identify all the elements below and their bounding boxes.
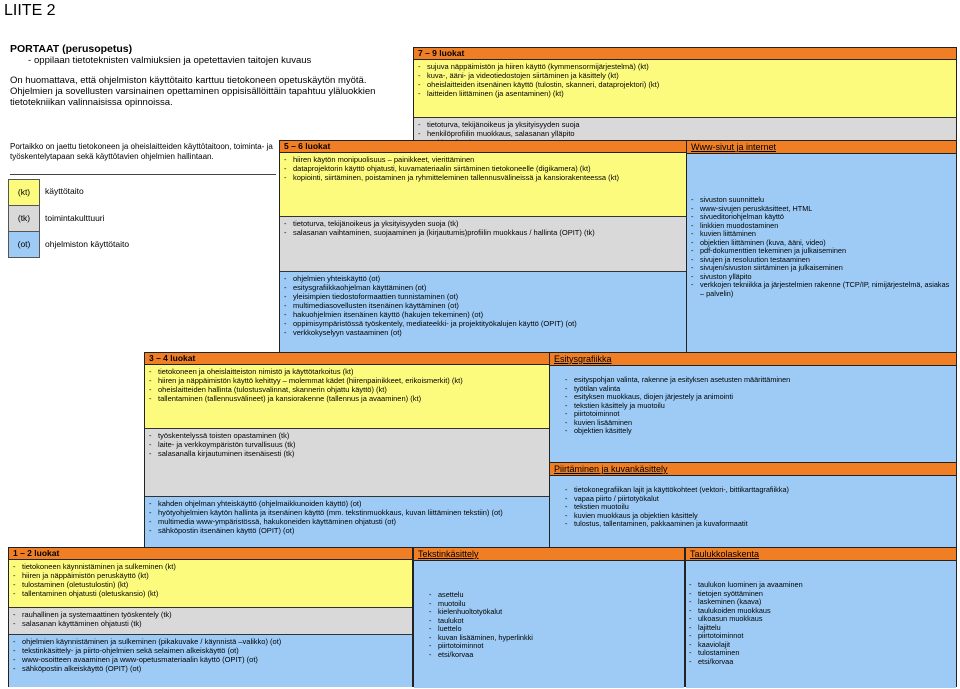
page-label: LIITE 2 <box>4 2 56 19</box>
list-item: - kuvan lisääminen, hyperlinkki <box>428 634 682 643</box>
list-item: - tietoturva, tekijänoikeus ja yksityisyyden suoja <box>417 120 954 129</box>
list-item: - sujuva näppäimistön ja hiiren käyttö (kymmensormijärjestelmä) (kt) <box>417 62 954 71</box>
list-item: - sivujen ja resoluution testaaminen <box>690 256 954 265</box>
legend-label-kt: käyttötaito <box>45 186 84 196</box>
step-3-4-tk <box>145 429 549 497</box>
list-item: - yleisimpien tiedostoformaattien tunnistaminen (ot) <box>283 292 684 301</box>
list-item: - tulostaminen (oletustulostin) (kt) <box>12 580 410 589</box>
topic-piirtaminen-list <box>550 476 956 549</box>
list-item: - oppimisympäristössä työskentely, mediateekki- ja projektityökalujen käyttö (OPIT) (ot) <box>283 319 684 328</box>
list-item: - sivueditoriohjelman käyttö <box>690 213 954 222</box>
list-item: - taulukot <box>428 617 682 626</box>
list-item: - piirtotoiminnot <box>428 642 682 651</box>
list-item: - esityspohjan valinta, rakenne ja esityksen asetusten määrittäminen <box>564 376 954 385</box>
step-1-2-ot <box>9 635 412 687</box>
list-item: - tietokonegrafiikan lajit ja käyttökohteet (vektori-, bittikarttagrafiikka) <box>564 486 954 495</box>
list-item: - tallentaminen (tallennusvälineet) ja kansiorakenne (tallennus ja avaaminen) (kt) <box>148 394 547 403</box>
intro-bullet: - oppilaan tietoteknisten valmiuksien ja opetettavien taitojen kuvaus <box>28 55 312 66</box>
list-item: - tulostus, tallentaminen, pakkaaminen ja kuvaformaatit <box>564 520 954 529</box>
topic-esitysgrafiikka <box>549 352 957 463</box>
list-item: - tallentaminen ohjatusti (oletuskansio) (kt) <box>12 589 410 598</box>
list-item: - tietokoneen ja oheislaitteiston nimistö ja käyttötarkoitus (kt) <box>148 367 547 376</box>
step-1-2-title: 1 – 2 luokat <box>9 548 412 560</box>
list-item: - objektien liittäminen (kuva, ääni, video) <box>690 239 954 248</box>
topic-tekstinkasittely-list <box>414 561 684 688</box>
list-item: - sähköpostin itsenäinen käyttö (OPIT) (ot) <box>148 526 547 535</box>
intro-paragraph: On huomattava, että ohjelmiston käyttötaito karttuu tietokoneen opetuskäytön myötä. Ohjelmien ja sovellusten varsinainen opettaminen oppisisällöittäin tapahtuu yläluokkien tietotekniikan valinnaisissa opinnoissa. <box>10 75 376 108</box>
list-item: - muotoilu <box>428 600 682 609</box>
topic-www-title: Www-sivut ja internet <box>687 141 956 154</box>
intro-title: PORTAAT (perusopetus) <box>10 43 133 55</box>
list-item: - piirtotoiminnot <box>688 632 954 641</box>
list-item: - salasanalla kirjautuminen itsenäisesti (tk) <box>148 449 547 458</box>
list-item: - multimediasovellusten itsenäinen käyttäminen (ot) <box>283 301 684 310</box>
list-item: - esitysgrafiikkaohjelman käyttäminen (ot) <box>283 283 684 292</box>
list-item: - tietokoneen käynnistäminen ja sulkeminen (kt) <box>12 562 410 571</box>
list-item: - etsi/korvaa <box>428 651 682 660</box>
list-item: - salasanan käyttäminen ohjatusti (tk) <box>12 619 410 628</box>
list-item: - www-sivujen peruskäsitteet, HTML <box>690 205 954 214</box>
list-item: - pdf-dokumenttien tekeminen ja julkaiseminen <box>690 247 954 256</box>
list-item: - tekstinkäsittely- ja piirto-ohjelmien sekä selaimen alkeiskäyttö (ot) <box>12 646 410 655</box>
intro-bullet-text: oppilaan tietoteknisten valmiuksien ja opetettavien taitojen kuvaus <box>34 55 312 66</box>
list-item: - ohjelmien käynnistäminen ja sulkeminen (pikakuvake / käynnistä –valikko) (ot) <box>12 637 410 646</box>
list-item: - salasanan vaihtaminen, suojaaminen ja (kirjautumis)profiilin muokkaus / hallinta (OPIT) (tk) <box>283 228 684 237</box>
list-item: - hakuohjelmien itsenäinen käyttö (hakujen tekeminen) (ot) <box>283 310 684 319</box>
step-1-2-kt <box>9 560 412 608</box>
legend-swatch-ot: (ot) <box>8 231 40 258</box>
step-3-4-title: 3 – 4 luokat <box>145 353 549 365</box>
list-item: - tietoturva, tekijänoikeus ja yksityisyyden suoja (tk) <box>283 219 684 228</box>
list-item: - rauhallinen ja systemaattinen työskentely (tk) <box>12 610 410 619</box>
list-item: - henkilöprofiilin muokkaus, salasanan ylläpito <box>417 129 954 138</box>
step-1-2-tk <box>9 608 412 635</box>
list-item: - tietojen syöttäminen <box>688 590 954 599</box>
topic-esitysgrafiikka-title: Esitysgrafiikka <box>550 353 956 366</box>
list-item: - kuvien muokkaus ja objektien käsittely <box>564 512 954 521</box>
list-item: - vapaa piirto / piirtotyökalut <box>564 495 954 504</box>
topic-esitysgrafiikka-list <box>550 366 956 464</box>
list-item: - multimedia www-ympäristössä, hakukoneiden käyttäminen ohjatusti (ot) <box>148 517 547 526</box>
step-7-9 <box>413 47 957 140</box>
topic-taulukkolaskenta-list <box>686 561 956 688</box>
list-item: - taulukoiden muokkaus <box>688 607 954 616</box>
step-5-6-title: 5 – 6 luokat <box>280 141 686 153</box>
list-item: - laite- ja verkkoympäristön turvallisuus (tk) <box>148 440 547 449</box>
list-item: - piirtotoiminnot <box>564 410 954 419</box>
topic-taulukkolaskenta-title: Taulukkolaskenta <box>686 548 956 561</box>
list-item: - sivuston ylläpito <box>690 273 954 282</box>
list-item: - hiiren käytön monipuolisuus – painikkeet, vierittäminen <box>283 155 684 164</box>
legend-text: Portaikko on jaettu tietokoneen ja oheislaitteiden käyttötaitoon, toiminta- ja työskentelytapaan sekä käyttötavien ohjelmien hallintaan. <box>10 142 273 161</box>
list-item: - laitteiden liittäminen (ja asentaminen) (kt) <box>417 89 954 98</box>
step-3-4-kt <box>145 365 549 429</box>
topic-www-list <box>687 154 956 354</box>
step-5-6-tk <box>280 217 686 272</box>
step-5-6-kt <box>280 153 686 217</box>
list-item: - työtilan valinta <box>564 385 954 394</box>
list-item: - luettelo <box>428 625 682 634</box>
list-item: - dataprojektorin käyttö ohjatusti, kuvamateriaalin siirtäminen tietokoneelle (digikamera) (kt) <box>283 164 684 173</box>
step-5-6 <box>279 140 687 353</box>
list-item: - hiiren ja näppäimistön peruskäyttö (kt) <box>12 571 410 580</box>
list-item: - kaaviolajit <box>688 641 954 650</box>
list-item: - linkkien muodostaminen <box>690 222 954 231</box>
list-item: - ohjelmien yhteiskäyttö (ot) <box>283 274 684 283</box>
list-item: - sivuston suunnittelu <box>690 196 954 205</box>
list-item: - hyötyohjelmien käytön hallinta ja itsenäinen käyttö (mm. tekstinmuokkaus, kuvan liittäminen tekstiin) (ot) <box>148 508 547 517</box>
topic-tekstinkasittely <box>413 547 685 687</box>
list-item: - asettelu <box>428 591 682 600</box>
topic-www <box>686 140 957 353</box>
list-item: - oheislaitteiden hallinta (tulostusvalinnat, skannerin ohjattu käyttö) (kt) <box>148 385 547 394</box>
list-item: - sivujen/sivuston siirtäminen ja julkaiseminen <box>690 264 954 273</box>
step-7-9-title: 7 – 9 luokat <box>414 48 956 60</box>
list-item: - kuva-, ääni- ja videotiedostojen siirtäminen ja käsittely (kt) <box>417 71 954 80</box>
list-item: - lajittelu <box>688 624 954 633</box>
step-7-9-kt <box>414 60 956 118</box>
list-item: - oheislaitteiden itsenäinen käyttö (tulostin, skanneri, dataprojektori) (kt) <box>417 80 954 89</box>
list-item: - kopiointi, siirtäminen, poistaminen ja ryhmitteleminen tallennusvälineissä ja kansiorakenteessa (kt) <box>283 173 684 182</box>
step-7-9-tk <box>414 118 956 141</box>
list-item: - tekstien käsittely ja muotoilu <box>564 402 954 411</box>
intro-block <box>10 44 410 108</box>
step-3-4-ot <box>145 497 549 549</box>
step-5-6-ot <box>280 272 686 353</box>
legend-swatch-tk: (tk) <box>8 205 40 232</box>
list-item: - taulukon luominen ja avaaminen <box>688 581 954 590</box>
list-item: - laskeminen (kaava) <box>688 598 954 607</box>
list-item: - objektien käsittely <box>564 427 954 436</box>
list-item: - sähköpostin alkeiskäyttö (OPIT) (ot) <box>12 664 410 673</box>
topic-taulukkolaskenta <box>685 547 957 687</box>
list-item: - ulkoasun muokkaus <box>688 615 954 624</box>
list-item: - kielenhuoltotyökalut <box>428 608 682 617</box>
legend-swatch-kt: (kt) <box>8 179 40 206</box>
list-item: - työskentelyssä toisten opastaminen (tk) <box>148 431 547 440</box>
list-item: - tekstien muotoilu <box>564 503 954 512</box>
list-item: - esityksen muokkaus, diojen järjestely ja animointi <box>564 393 954 402</box>
list-item: - tulostaminen <box>688 649 954 658</box>
list-item: - verkkojen tekniikka ja järjestelmien rakenne (TCP/IP, nimijärjestelmä, asiakas – palvelin) <box>690 281 954 298</box>
list-item: - kuvien lisääminen <box>564 419 954 428</box>
topic-tekstinkasittely-title: Tekstinkäsittely <box>414 548 684 561</box>
list-item: - www-osoitteen avaaminen ja www-opetusmateriaalin käyttö (OPIT) (ot) <box>12 655 410 664</box>
topic-piirtaminen-title: Piirtäminen ja kuvankäsittely <box>550 463 956 476</box>
legend-label-tk: toimintakulttuuri <box>45 213 105 223</box>
step-3-4 <box>144 352 550 549</box>
list-item: - kuvien liittäminen <box>690 230 954 239</box>
legend-divider <box>10 174 276 175</box>
step-1-2 <box>8 547 413 687</box>
list-item: - kahden ohjelman yhteiskäyttö (ohjelmaikkunoiden käyttö) (ot) <box>148 499 547 508</box>
topic-piirtaminen <box>549 462 957 548</box>
list-item: - hiiren ja näppäimistön käyttö kehittyy – molemmat kädet (hiirenpainikkeet, erikoismerkit) (kt) <box>148 376 547 385</box>
list-item: - etsi/korvaa <box>688 658 954 667</box>
list-item: - verkkokyselyyn vastaaminen (ot) <box>283 328 684 337</box>
legend-label-ot: ohjelmiston käyttötaito <box>45 239 130 249</box>
